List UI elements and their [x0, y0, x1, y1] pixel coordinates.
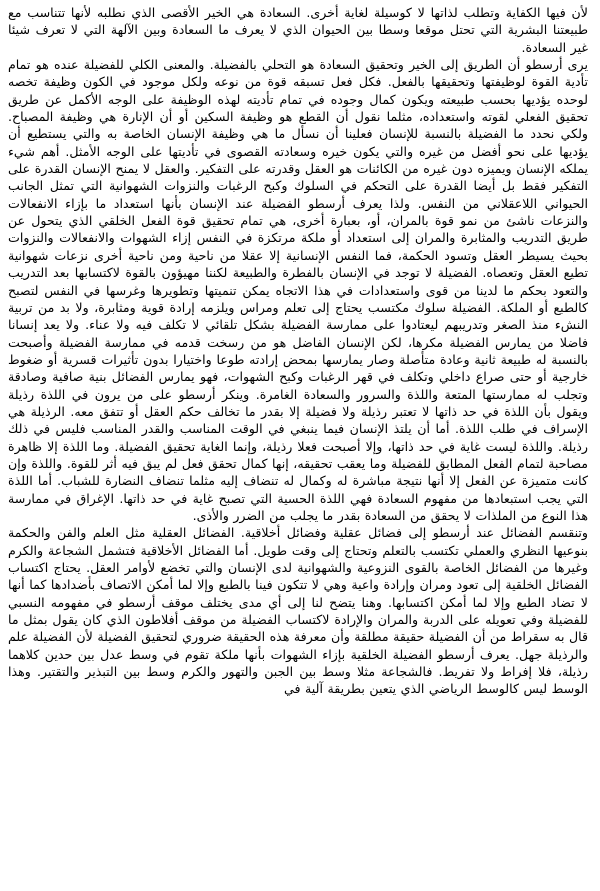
paragraph-2: يرى أرسطو أن الطريق إلى الخير وتحقيق السعادة هو التحلي بالفضيلة. والمعنى الكلي للفضيلة عنده هو تمام تأدية القوة لوظيفتها وتحقيقها بالفعل. فكل فعل تسبقه قوة من نوعه ولكل موجود في الكون وظيفة تخصه لوحده يؤديها بحسب طبيعته ويكون كمال وجوده في تمام تأديته لهذه الوظيفة على الوجه الأكمل عن طريق تحقيق الفعلي لقوته واستعداده، مثلما نقول أن القطع هو وظيفة السكين أو أن الإنارة هي وظيفة المصباح. ولكي نحدد ما الفضيلة بالنسبة للإنسان فعلينا أن نسأل ما هي وظيفة الإنسان الخاصة به والتي يستطيع أن يؤديها على نحو أفضل من غيره والتي يكون خيره وسعادته القصوى في تأديتها على الوجه الأمثل. أهم شيء يملكه الإنسان ويميزه دون غيره من الكائنات هو العقل وقدرته على التفكير. والعقل لا يمنح الإنسان القدرة على التفكير فقط بل أيضا القدرة على التحكم في السلوك وكبح الرغبات والنزوات الشهوانية التي تمثل الجانب الحيواني اللاعقلاني من النفس. ولذا يعرف أرسطو الفضيلة عند الإنسان بأنها استعداد ما بإزاء الانفعالات والنزعات ناشئ من نمو قوة بالمران، أو، بعبارة أخرى، هي تمام تحقيق قوة الفعل الخلقي الذي يتحول عن طريق التدريب والمثابرة والمران إلى استعداد أو ملكة مرتكزة في النفس إزاء الشهوات والانفعالات والنزوات بحيث يسيطر العقل وتسود الحكمة، فما النفس الإنسانية إلا عقلا من ناحية ومن ناحية أخرى نزعات شهوانية تطيع العقل وتعصاه. الفضيلة لا توجد في الإنسان بالفطرة والطبيعة لكننا مهيؤون بالقوة لاكتسابها بعد التدريب والتعود بحكم ما لدينا من قوى واستعدادات في هذا الاتجاه يمكن تنميتها وتطويرها وغرسها في النفس لتصبح كالطبع أو الملكة. الفضيلة سلوك مكتسب يحتاج إلى تعلم ومراس ويلزمه إرادة قوية ومثابرة، ولا بد من تربية النشء منذ الصغر وتدريبهم ليعتادوا على ممارسة الفضيلة بشكل تلقائي لا تكلف فيه ولا عناء. ولا يعد إنسانا فاضلا من يمارس الفضيلة مكرها، لكن الإنسان الفاضل هو من رسخت قدمه في ممارسة الفضيلة وأصبحت بالنسبة له طبيعة ثانية وعادة متأصلة وصار يمارسها بمحض إرادته طوعا واختيارا بدون تأثيرات قسرية أو ضغوط خارجية أو حتى صراع داخلي وتكلف في قهر الرغبات وكبح الشهوات، فهو يمارس الفضائل بنية صافية وصادقة وتجلب له ممارستها المتعة واللذة والسرور والسعادة الغامرة. وينكر أرسطو على من يرون في اللذة رذيلة ويقول بأن اللذة في حد ذاتها لا تعتبر رذيلة ولا فضيلة إلا بقدر ما تخالف حكم العقل أو تتفق معه. الرذيلة هي الإسراف في طلب اللذة. أما أن يلتذ الإنسان فيما ينبغي في الوقت المناسب والقدر المناسب فليس في ذلك رذيلة. واللذة ليست غاية في حد ذاتها، وإلا أصبحت فعلا رذيلة، وإنما الغاية تحقيق الفضيلة. وما اللذة إلا ظاهرة مصاحبة لتمام الفعل المطابق للفضيلة وما يعقب تحقيقه، إنها كمال تحقق فعل لم يبق فيه أثر للقوة. واللذة وإن كانت متميزة عن الفعل إلا أنها نتيجة مباشرة له وكمال له تنضاف إليه مثلما تنضاف النضارة للشباب. أما اللذة التي يجب استبعادها من مفهوم السعادة فهي اللذة الحسية التي تصبح غاية في حد ذاتها. الإغراق في ممارسة هذا النوع من الملذات لا يحقق من السعادة بقدر ما يجلب من الضرر والأذى.: [8, 57, 588, 523]
paragraph-1: لأن فيها الكفاية وتطلب لذاتها لا كوسيلة لغاية أخرى. السعادة هي الخير الأقصى الذي نطلبه لأنها تتناسب مع طبيعتنا البشرية التي تحتل موقعا وسطا بين الحيوان الذي لا يعرف ما السعادة وبين الآلهة التي لا تعرف شيئا غير السعادة.: [8, 5, 588, 55]
paragraph-3: وتنقسم الفضائل عند أرسطو إلى فضائل عقلية وفضائل أخلاقية. الفضائل العقلية مثل العلم والفن والحكمة بنوعيها النظري والعملي تكتسب بالتعلم وتحتاج إلى وقت طويل. أما الفضائل الأخلاقية فتشمل الشجاعة والكرم وغيرها من الفضائل الخاصة بالقوى النزوعية والشهوانية لدى الإنسان والتي تخضع لأوامر العقل. يحتاج اكتساب الفضائل الخلقية إلى تعود ومران وإرادة واعية وهي لا تتكون فينا بالطبع وإلا لما أمكن الاتصاف بأضدادها كما أنها لا تضاد الطبع وإلا لما أمكن اكتسابها. وهنا يتضح لنا إلى أي مدى يختلف موقف أرسطو في مفهومه النسبي للفضيلة وفي تعويله على الدربة والمران والإرادة لاكتساب الفضيلة من موقف أفلاطون الذي كان يقول بمثل ما قال به سقراط من أن الفضيلة حقيقة مطلقة وأن معرفة هذه الحقيقة ضروري لتحقيق الفضيلة لأن الفضيلة علم والرذيلة جهل. يعرف أرسطو الفضيلة الخلقية بإزاء الشهوات بأنها ملكة تقوم في وسط عدل بين حدين كلاهما رذيلة، فلا إفراط ولا تفريط. فالشجاعة مثلا وسط بين الجبن والتهور والكرم وسط بين التبذير والتقتير. وهذا الوسط ليس كالوسط الرياضي الذي يتعين بطريقة آلية في: [8, 525, 588, 697]
